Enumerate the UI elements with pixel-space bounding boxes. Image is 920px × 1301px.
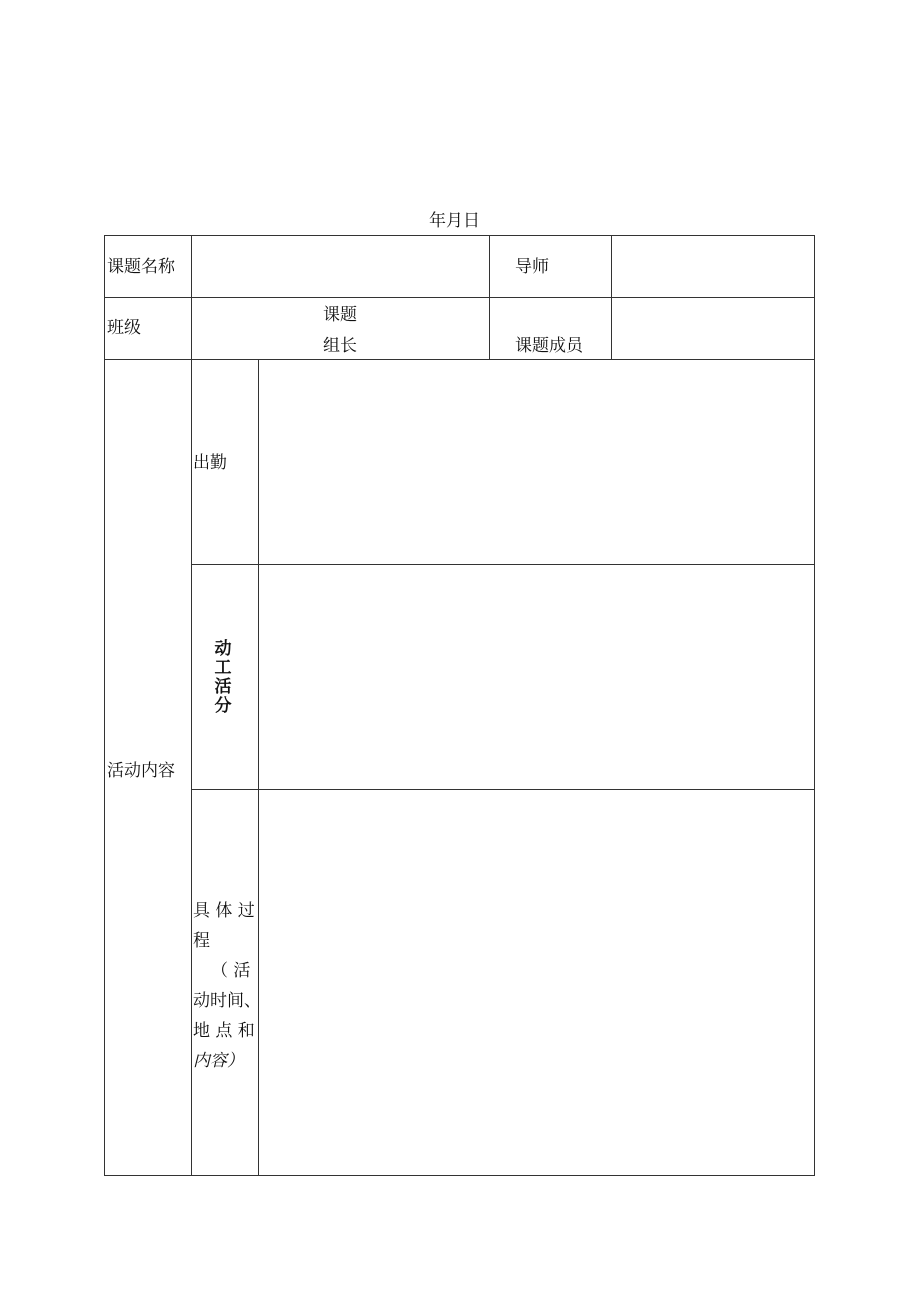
activity-record-form xyxy=(104,235,815,1176)
activity-content-label: 活动内容 xyxy=(107,761,175,781)
division-char-2: 工 xyxy=(214,658,232,678)
attendance-field[interactable] xyxy=(265,366,805,556)
advisor-label: 导师 xyxy=(515,257,549,277)
process-label-line-2: 程 xyxy=(193,931,210,951)
class-label: 班级 xyxy=(107,318,141,338)
process-label-line-6: 内容） xyxy=(193,1051,244,1071)
row-divider-2 xyxy=(105,359,814,360)
topic-name-field[interactable] xyxy=(197,257,483,277)
process-label-line-1: 具 体 过 xyxy=(193,901,255,921)
right-column-divider xyxy=(611,236,612,359)
division-char-3: 活 xyxy=(214,677,232,697)
topic-name-label: 课题名称 xyxy=(107,257,175,277)
class-field[interactable] xyxy=(197,302,317,322)
label-column-divider xyxy=(191,236,192,1175)
division-char-1: 动 xyxy=(214,639,232,659)
activity-divider-1 xyxy=(192,564,814,565)
process-label-line-5: 地 点 和 xyxy=(193,1021,255,1041)
advisor-field[interactable] xyxy=(617,257,807,277)
process-details-field[interactable] xyxy=(265,796,805,1166)
division-of-work-label xyxy=(213,640,233,716)
date-line: 年月日 xyxy=(429,211,480,231)
activity-divider-2 xyxy=(192,789,814,790)
middle-column-divider xyxy=(489,236,490,359)
group-members-label: 课题成员 xyxy=(515,336,583,356)
activity-sublabel-divider xyxy=(258,359,259,1175)
row-divider-1 xyxy=(105,297,814,298)
attendance-label: 出勤 xyxy=(193,453,227,473)
group-members-field[interactable] xyxy=(617,318,807,338)
group-leader-label-line1: 课题 xyxy=(323,305,357,325)
process-label-line-3: （ 活 xyxy=(211,961,251,981)
process-label-line-4: 动时间、 xyxy=(193,991,261,1011)
division-of-work-field[interactable] xyxy=(265,571,805,781)
group-leader-label-line2: 组长 xyxy=(323,336,357,356)
division-char-4: 分 xyxy=(214,696,232,716)
